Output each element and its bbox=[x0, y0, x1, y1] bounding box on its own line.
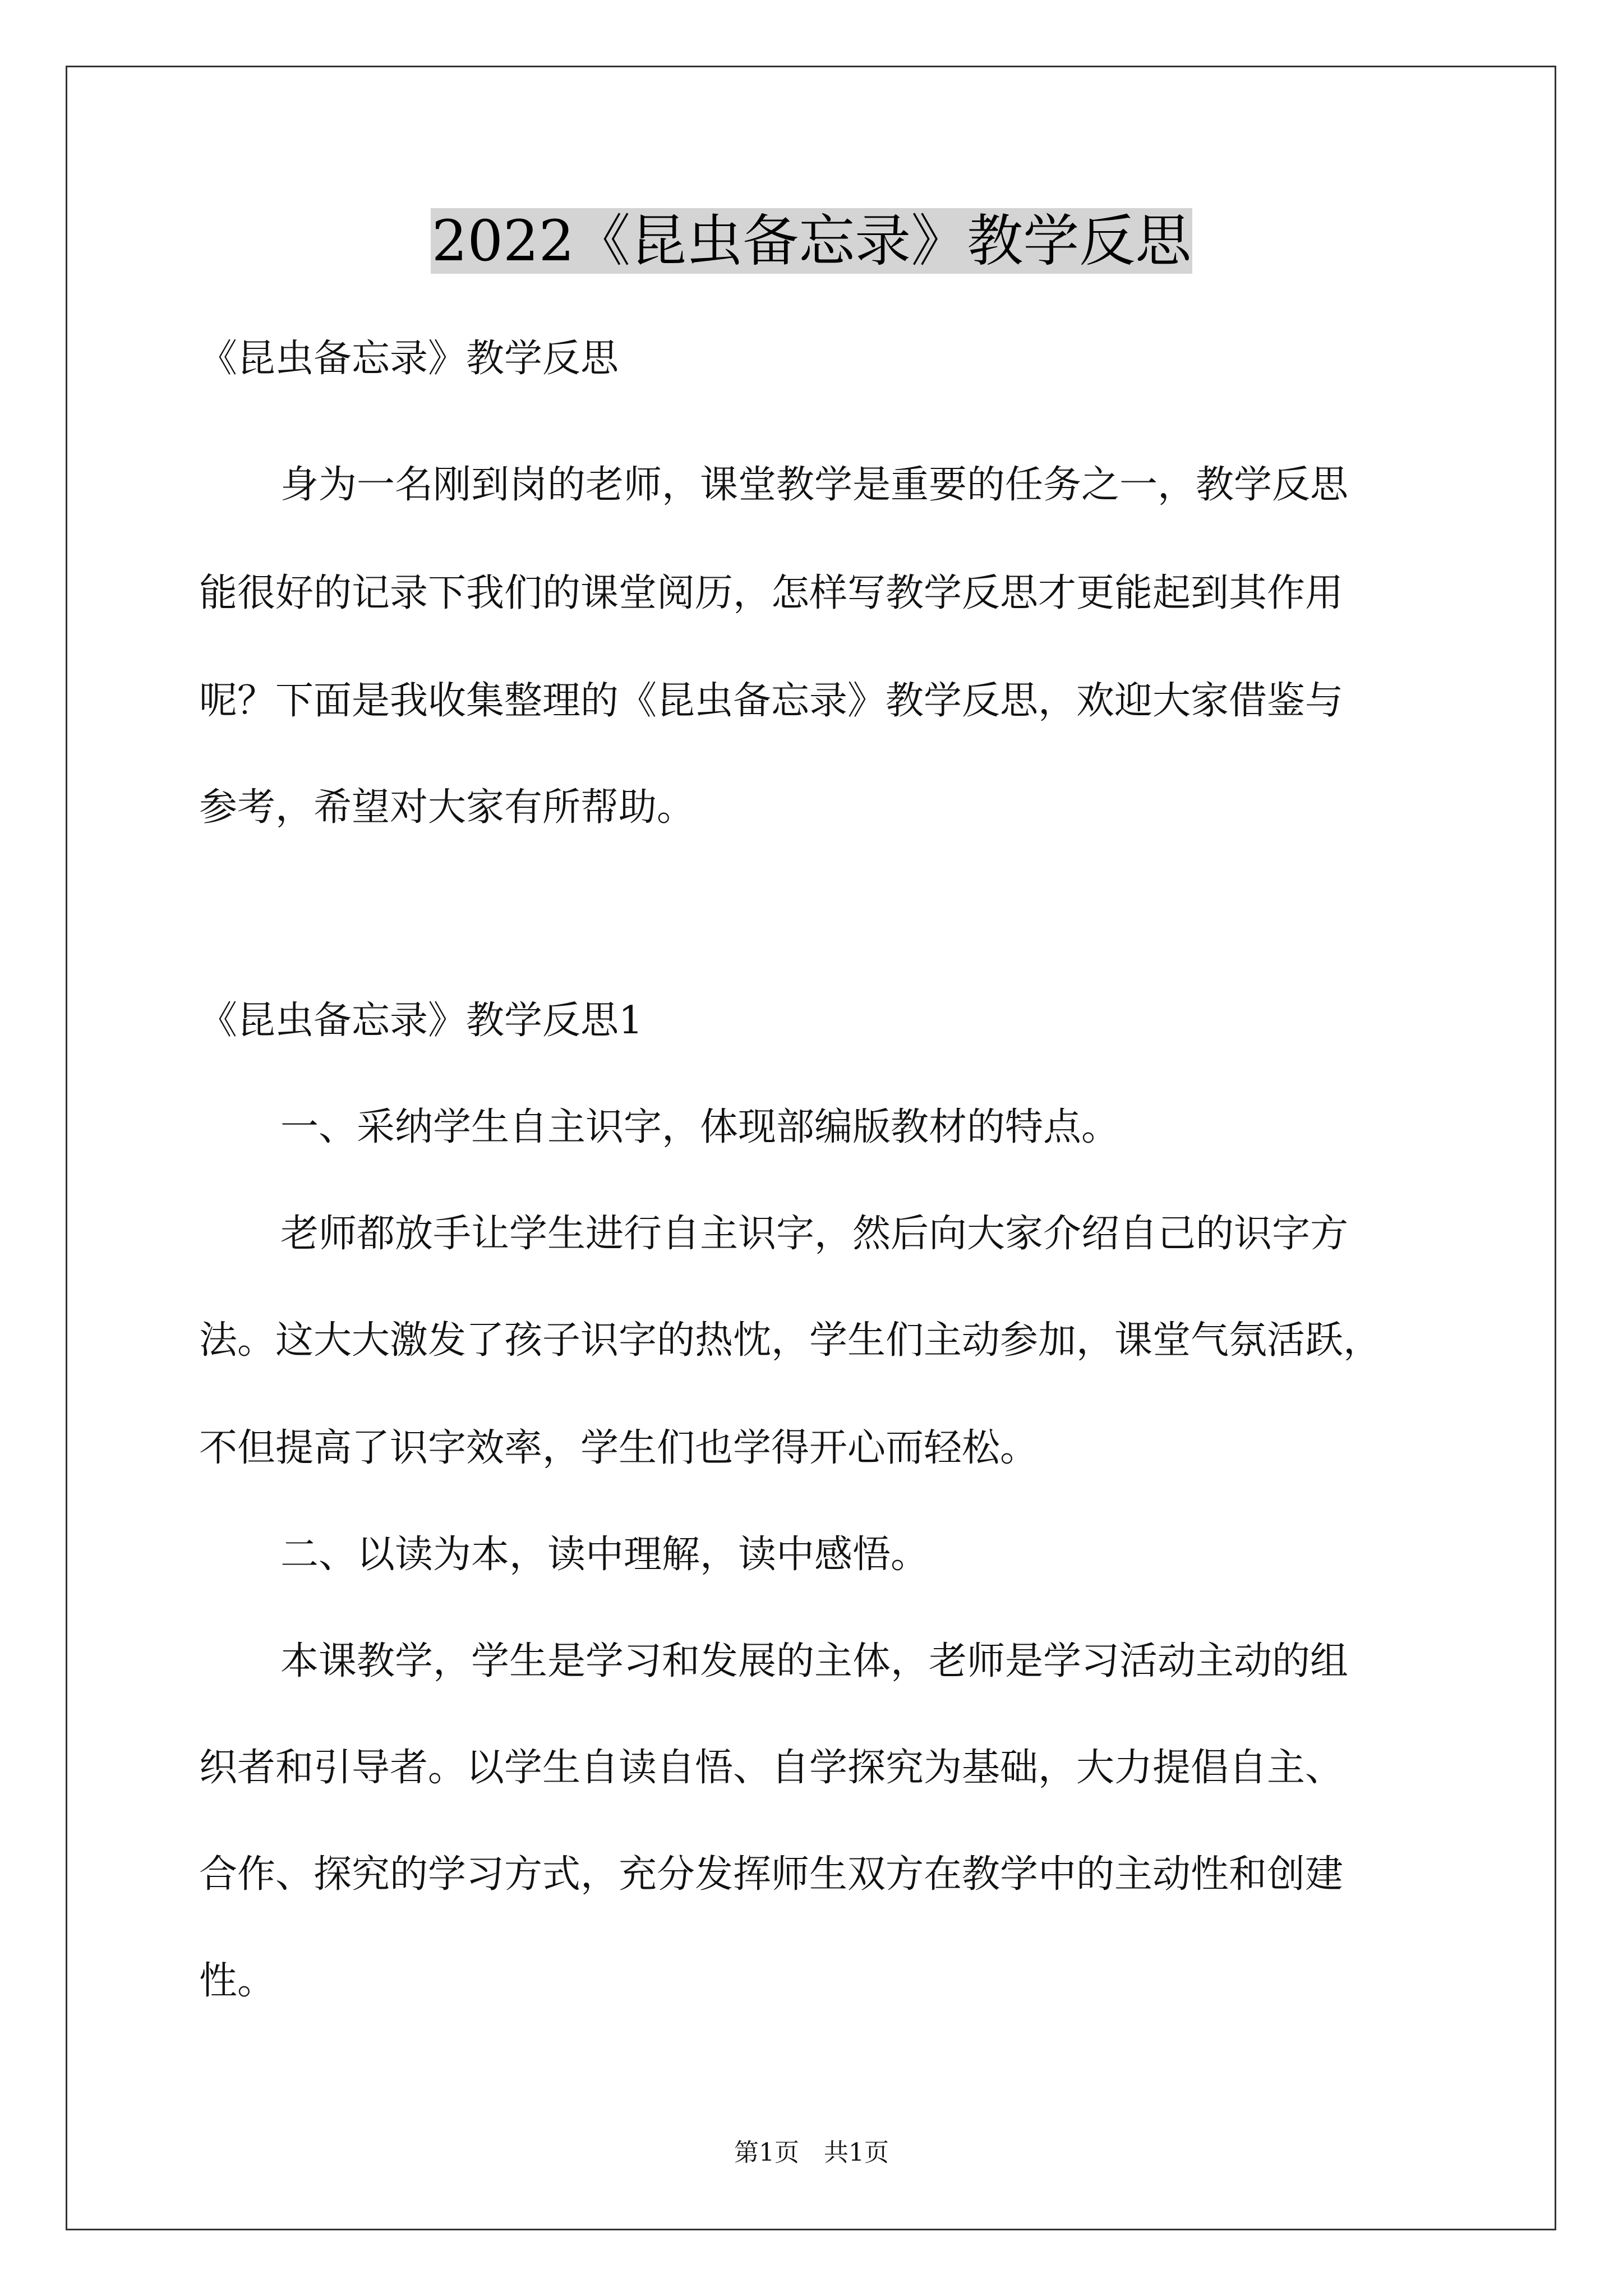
point-2-heading: 二、以读为本，读中理解，读中感悟。 bbox=[280, 1533, 929, 1577]
intro-line-2: 能很好的记录下我们的课堂阅历，怎样写教学反思才更能起到其作用 bbox=[199, 571, 1344, 615]
point-2-line-4: 性。 bbox=[199, 1959, 276, 2003]
intro-line-3: 呢？下面是我收集整理的《昆虫备忘录》教学反思，欢迎大家借鉴与 bbox=[199, 679, 1344, 723]
document-subtitle: 《昆虫备忘录》教学反思 bbox=[199, 337, 619, 381]
point-1-line-2: 法。这大大激发了孩子识字的热忱，学生们主动参加，课堂气氛活跃， bbox=[199, 1318, 1382, 1363]
document-title bbox=[0, 199, 1623, 283]
point-2-line-2: 织者和引导者。以学生自读自悟、自学探究为基础，大力提倡自主、 bbox=[199, 1746, 1344, 1790]
page-footer: 第1页 共1页 bbox=[734, 2138, 889, 2167]
section-heading-1: 《昆虫备忘录》教学反思1 bbox=[199, 999, 643, 1043]
point-1-line-1: 老师都放手让学生进行自主识字，然后向大家介绍自己的识字方 bbox=[280, 1212, 1349, 1256]
point-2-line-3: 合作、探究的学习方式，充分发挥师生双方在教学中的主动性和创建 bbox=[199, 1852, 1344, 1897]
point-1-line-3: 不但提高了识字效率，学生们也学得开心而轻松。 bbox=[199, 1426, 1039, 1470]
document-title-text: 2022《昆虫备忘录》教学反思 bbox=[431, 208, 1192, 274]
intro-line-1: 身为一名刚到岗的老师，课堂教学是重要的任务之一，教学反思 bbox=[280, 463, 1349, 507]
point-1-heading: 一、采纳学生自主识字，体现部编版教材的特点。 bbox=[280, 1105, 1120, 1149]
point-2-line-1: 本课教学，学生是学习和发展的主体，老师是学习活动主动的组 bbox=[280, 1639, 1349, 1683]
intro-line-4: 参考，希望对大家有所帮助。 bbox=[199, 785, 695, 830]
